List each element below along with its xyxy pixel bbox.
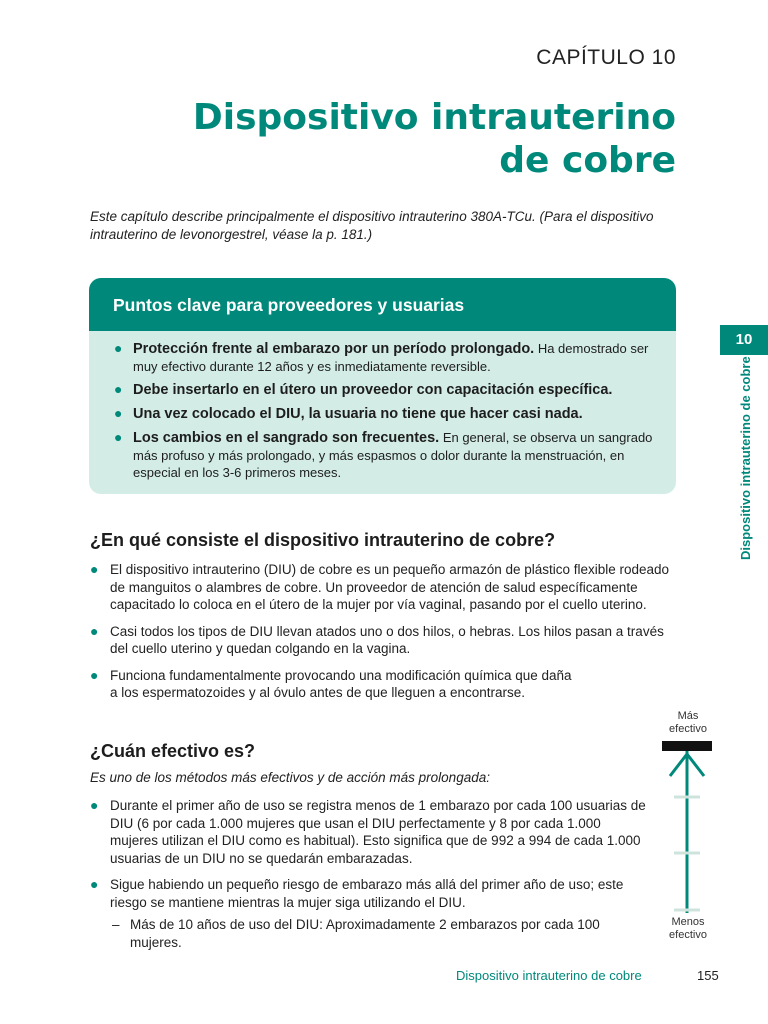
key-point-item: ● Los cambios en el sangrado son frecuentes. En general, se observa un sangrado más profuso y más prolongado, y más espasmos o dolor durante la menstruación, en especial en los 3-6 primeros meses.: [114, 429, 653, 480]
key-point-item: ● Una vez colocado el DIU, la usuaria no tiene que hacer casi nada.: [114, 405, 583, 422]
list-item: ● El dispositivo intrauterino (DIU) de cobre es un pequeño armazón de plástico flexible rodeado de manguitos o alambres de cobre. Un proveedor de atención de salud específicamente capacitado lo coloca en el útero de la mujer por vía vaginal, pasando por el cuello uterino.: [90, 561, 670, 612]
bullet-icon: ●: [90, 622, 99, 639]
key-points-heading: Puntos clave para proveedores y usuarias: [89, 278, 676, 331]
title-line-2: de cobre: [499, 140, 676, 181]
chapter-tab-label: Dispositivo intrauterino de cobre: [738, 356, 753, 560]
effectiveness-lead: Es uno de los métodos más efectivos y de acción más prolongada:: [90, 770, 490, 785]
intro-paragraph: Este capítulo describe principalmente el dispositivo intrauterino 380A-TCu. (Para el dispositivo intrauterino de levonorgestrel, véase la p. 181.): [90, 209, 654, 242]
sub-list-item: – Más de 10 años de uso del DIU: Aproximadamente 2 embarazos por cada 100 mujeres.: [112, 917, 600, 950]
footer-title: Dispositivo intrauterino de cobre: [456, 968, 642, 983]
list-item: ● Casi todos los tipos de DIU llevan atados uno o dos hilos, o hebras. Los hilos pasan a través del cuello uterino y quedan colgando en la vagina.: [90, 622, 664, 656]
list-item: ● Durante el primer año de uso se registra menos de 1 embarazo por cada 100 usuarias de DIU (6 por cada 1.000 mujeres que usan el DIU perfectamente y 8 por cada 1.000 mujeres utilizan el DIU como es habitual). Esto significa que de 992 a 994 de cada 1.000 usuarias de un DIU no se quedarán embarazadas.: [90, 797, 646, 866]
scale-top-bar: [662, 741, 712, 751]
list-item: ● Funciona fundamentalmente provocando una modificación química que daña a los espermatozoides y al óvulo antes de que lleguen a encontrarse.: [90, 666, 572, 700]
title-line-1: Dispositivo intrauterino: [192, 97, 676, 138]
list-item: ● Sigue habiendo un pequeño riesgo de embarazo más allá del primer año de uso; este riesgo se mantiene mientras la mujer siga utilizando el DIU.: [90, 876, 624, 910]
bullet-icon: ●: [114, 405, 123, 421]
bullet-icon: ●: [90, 561, 99, 577]
bullet-icon: ●: [90, 666, 99, 683]
key-point-item: ● Debe insertarlo en el útero un proveedor con capacitación específica.: [114, 381, 613, 398]
bullet-icon: ●: [114, 340, 123, 356]
page-title: [193, 96, 676, 182]
effectiveness-scale-graphic: [650, 738, 730, 918]
section-effectiveness-list: [90, 797, 650, 920]
chapter-tab: 10: [720, 325, 768, 355]
key-points-list: [89, 331, 676, 481]
key-points-box: [89, 278, 676, 494]
scale-top-label: Más efectivo: [669, 710, 707, 735]
bullet-icon: ●: [114, 429, 123, 445]
section-heading-what-is: ¿En qué consiste el dispositivo intrauterino de cobre?: [90, 530, 556, 550]
chapter-label: CAPÍTULO 10: [536, 46, 676, 69]
page-number: 155: [697, 968, 719, 983]
bullet-icon: ●: [114, 381, 123, 397]
section-heading-effectiveness: ¿Cuán efectivo es?: [90, 741, 256, 761]
section-what-is-list: [90, 561, 682, 711]
bullet-icon: ●: [90, 876, 99, 892]
key-point-item: ● Protección frente al embarazo por un período prolongado. Ha demostrado ser muy efectivo durante 12 años y es inmediatamente reversible.: [114, 340, 649, 374]
bullet-icon: ●: [90, 797, 99, 813]
scale-bottom-label: Menos efectivo: [669, 916, 707, 941]
